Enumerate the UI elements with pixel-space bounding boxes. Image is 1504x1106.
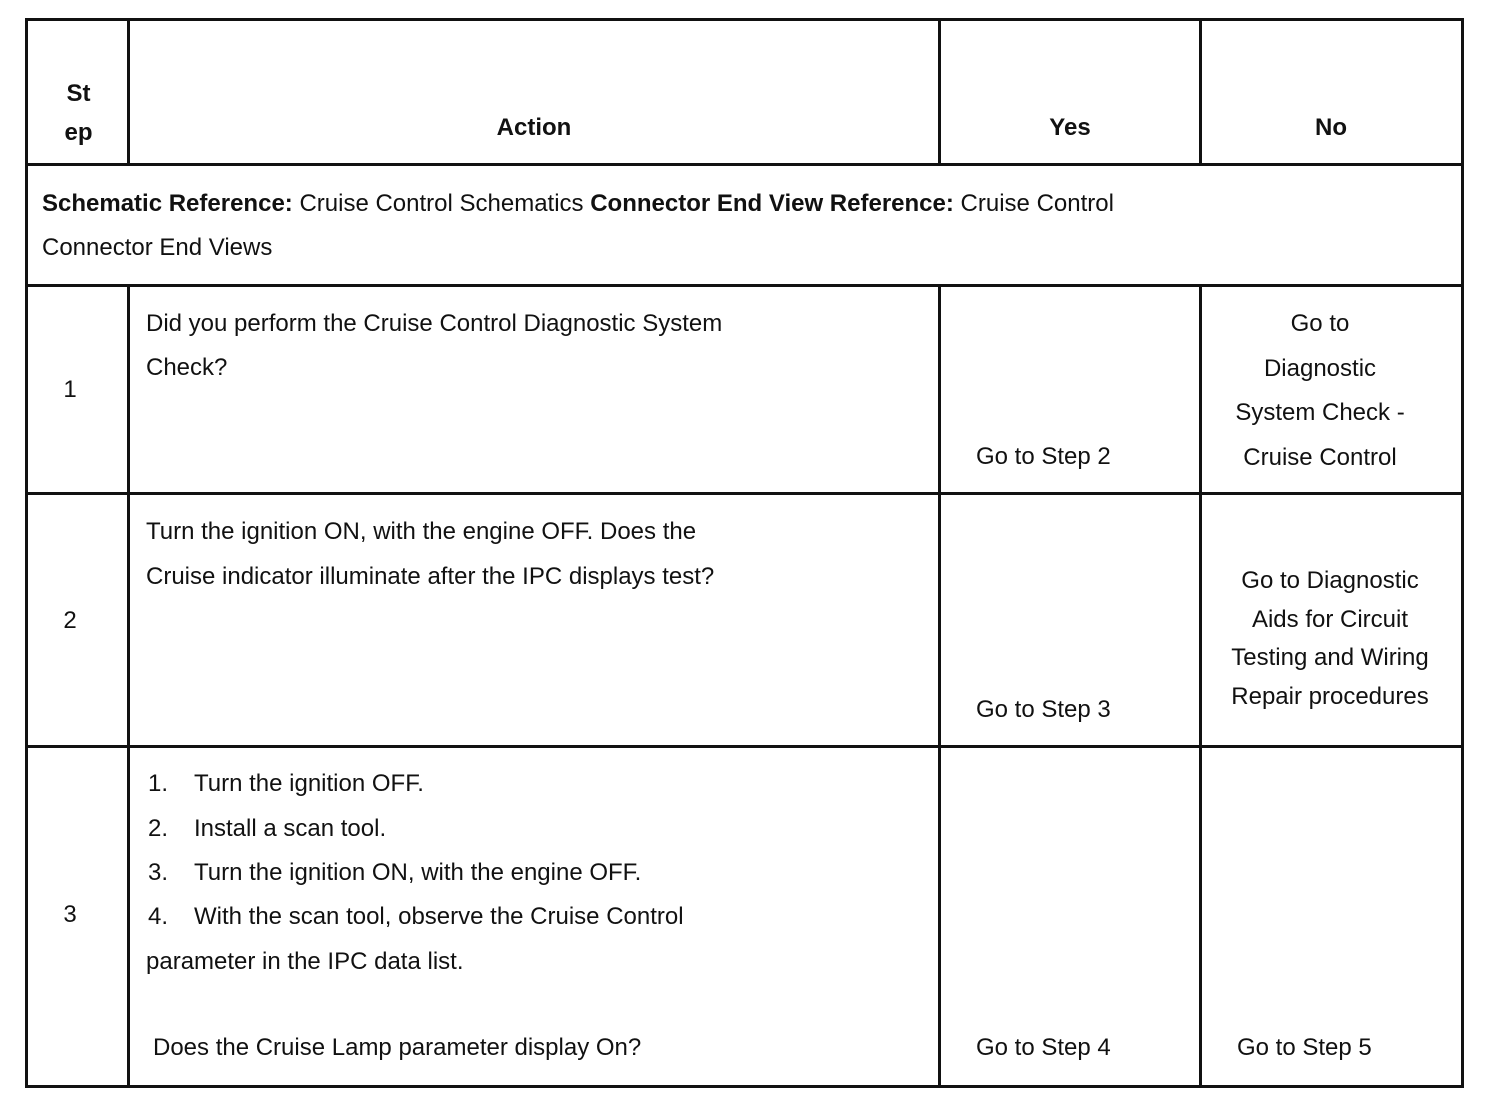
schematic-reference-label: Schematic Reference:	[42, 190, 293, 217]
header-step	[30, 74, 127, 152]
list-item-number: 4.	[148, 903, 169, 930]
row1-action-line2: Check?	[146, 354, 228, 381]
col-divider-yes	[1199, 284, 1202, 1088]
list-item	[148, 895, 684, 939]
header-no: No	[1315, 114, 1347, 141]
list-item-number: 3.	[148, 859, 169, 886]
row1-no-line: System Check -	[1235, 399, 1405, 426]
row3-list-continuation: parameter in the IPC data list.	[146, 948, 464, 975]
row1-divider	[25, 492, 1464, 495]
connector-reference-label: Connector End View Reference:	[590, 190, 954, 217]
list-item-text: With the scan tool, observe the Cruise Control	[194, 903, 684, 930]
reference-line-2: Connector End Views	[42, 234, 273, 261]
row2-yes: Go to Step 3	[976, 696, 1111, 723]
header-action: Action	[496, 114, 572, 141]
row2-step: 2	[63, 607, 77, 634]
row1-no-line: Diagnostic	[1263, 354, 1377, 382]
row2-no-line: Testing and Wiring	[1231, 644, 1429, 671]
row2-no	[1205, 562, 1455, 716]
col-divider-yes	[1199, 18, 1202, 166]
row1-step: 1	[63, 376, 77, 403]
row3-no: Go to Step 5	[1237, 1034, 1372, 1061]
list-item	[148, 807, 386, 851]
list-item	[148, 762, 424, 806]
row2-action-line2: Cruise indicator illuminate after the IPC displays test?	[146, 563, 715, 590]
list-item-number: 2.	[148, 815, 169, 842]
list-item-text: Turn the ignition OFF.	[194, 770, 424, 797]
col-divider-action	[938, 18, 941, 166]
schematic-reference-value: Cruise Control Schematics	[292, 190, 591, 217]
col-divider-step	[127, 18, 130, 166]
row1-no-line: Go to	[1290, 310, 1350, 337]
row2-no-line: Repair procedures	[1231, 682, 1429, 710]
header-divider	[25, 163, 1464, 166]
row3-step: 3	[63, 901, 77, 928]
row3-question: Does the Cruise Lamp parameter display On?	[153, 1034, 642, 1061]
col-divider-action	[938, 284, 941, 1088]
list-item-text: Turn the ignition ON, with the engine OFF.	[194, 859, 642, 886]
connector-reference-value: Cruise Control	[953, 190, 1114, 217]
list-item-number: 1.	[148, 770, 169, 797]
reference-divider	[25, 284, 1464, 287]
row1-action-line1: Did you perform the Cruise Control Diagnostic System	[146, 310, 723, 337]
list-item-text: Install a scan tool.	[194, 815, 387, 842]
row2-no-line: Go to Diagnostic	[1241, 567, 1419, 594]
col-divider-step	[127, 284, 130, 1088]
reference-line-1	[42, 182, 1442, 226]
row2-action-line1: Turn the ignition ON, with the engine OFF. Does the	[146, 518, 697, 545]
row2-no-line: Aids for Circuit	[1251, 605, 1409, 633]
header-step-line2: ep	[64, 119, 93, 146]
row3-yes: Go to Step 4	[976, 1034, 1111, 1061]
row2-divider	[25, 745, 1464, 748]
row1-no	[1205, 302, 1435, 480]
header-step-line1: St	[66, 80, 91, 107]
list-item	[148, 851, 641, 895]
row1-no-line: Cruise Control	[1243, 443, 1397, 471]
header-yes: Yes	[1049, 114, 1091, 141]
row1-yes: Go to Step 2	[976, 443, 1111, 470]
